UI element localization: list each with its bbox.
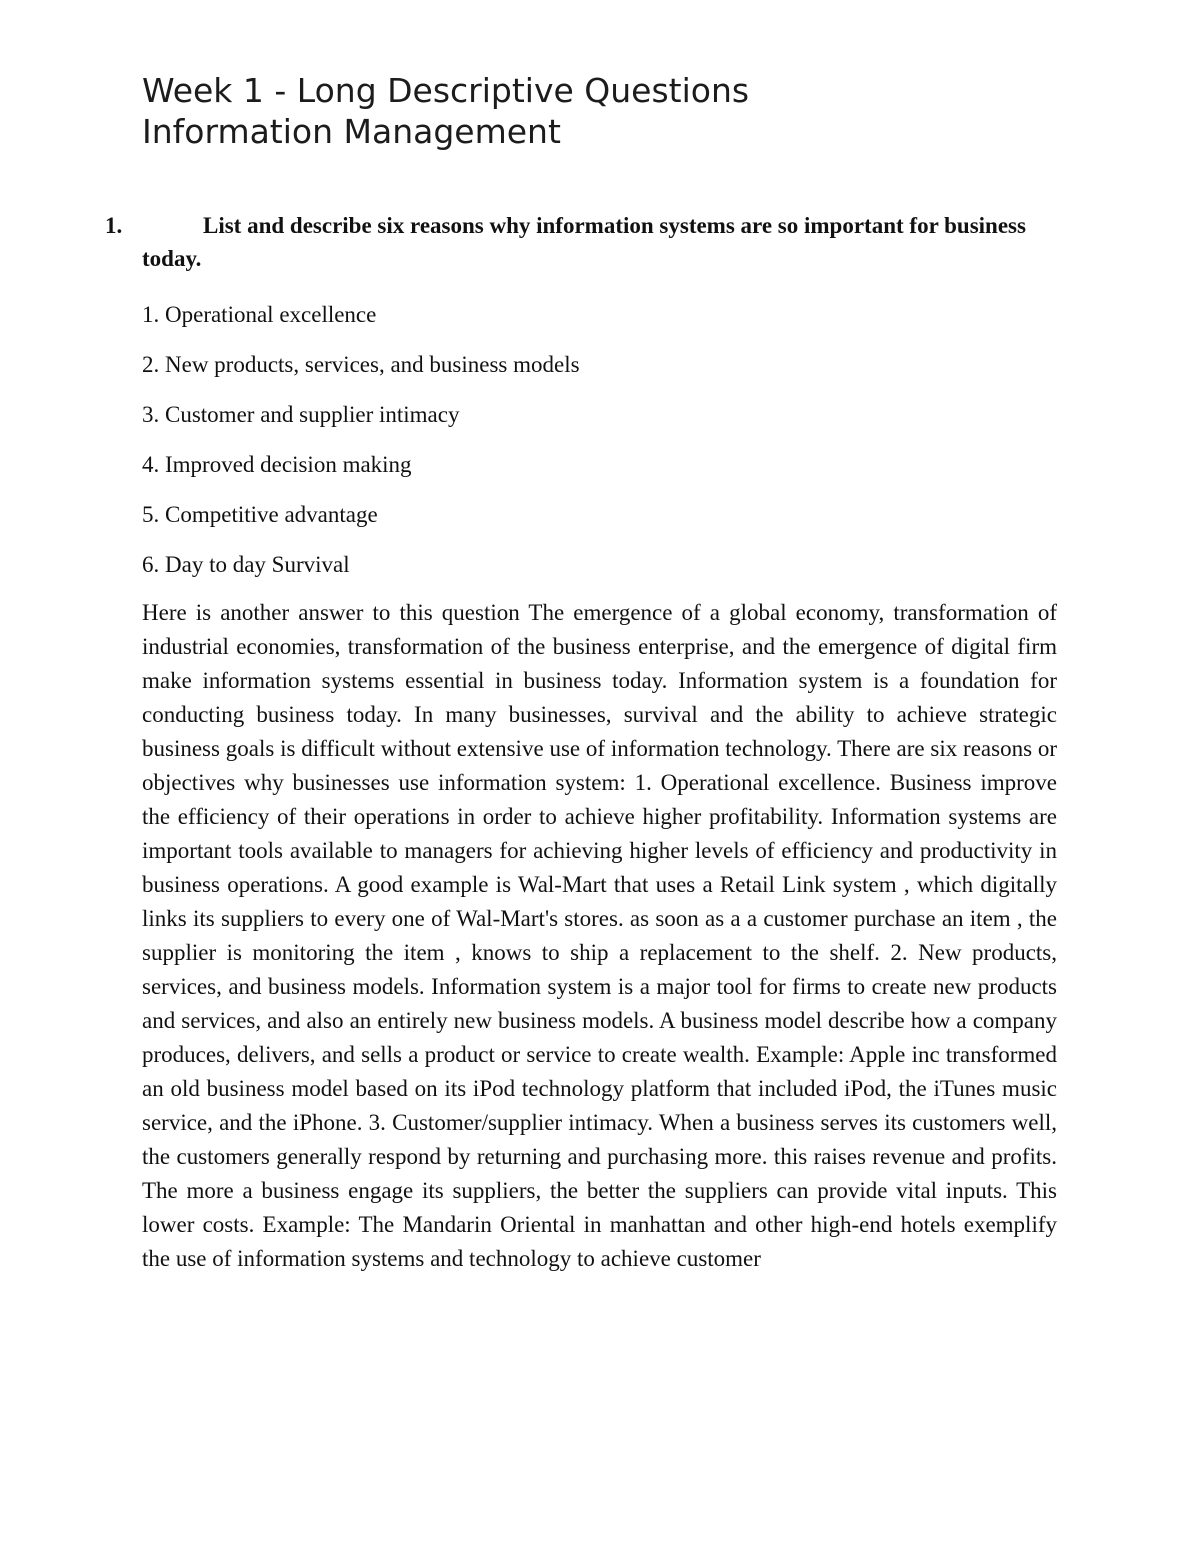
reasons-list bbox=[142, 298, 1042, 598]
list-item: 2. New products, services, and business models bbox=[142, 352, 580, 377]
document-title bbox=[142, 70, 1062, 152]
answer-paragraph: Here is another answer to this question The emergence of a global economy, transformation of industrial economies, transformation of the business enterprise, and the emergence of digital firm make information systems essential in business today. Information system is a foundation for conducting business today. In many businesses, survival and the ability to achieve strategic business goals is difficult without extensive use of information technology. There are six reasons or objectives why businesses use information system: 1. Operational excellence. Business improve the efficiency of their operations in order to achieve higher profitability. Information systems are important tools available to managers for achieving higher levels of efficiency and productivity in business operations. A good example is Wal-Mart that uses a Retail Link system , which digitally links its suppliers to every one of Wal-Mart's stores. as soon as a a customer purchase an item , the supplier is monitoring the item , knows to ship a replacement to the shelf. 2. New products, services, and business models. Information system is a major tool for firms to create new products and services, and also an entirely new business models. A business model describe how a company produces, delivers, and sells a product or service to create wealth. Example: Apple inc transformed an old business model based on its iPod technology platform that included iPod, the iTunes music service, and the iPhone. 3. Customer/supplier intimacy. When a business serves its customers well, the customers generally respond by returning and purchasing more. this raises revenue and profits. The more a business engage its suppliers, the better the suppliers can provide vital inputs. This lower costs. Example: The Mandarin Oriental in manhattan and other high-end hotels exemplify the use of information systems and technology to achieve customer bbox=[142, 600, 1057, 1271]
title-line-week: Week 1 - Long Descriptive Questions bbox=[142, 71, 750, 110]
question-1 bbox=[105, 209, 1065, 275]
list-item: 4. Improved decision making bbox=[142, 452, 412, 477]
list-item: 3. Customer and supplier intimacy bbox=[142, 402, 460, 427]
list-item: 6. Day to day Survival bbox=[142, 552, 350, 577]
list-item: 5. Competitive advantage bbox=[142, 502, 378, 527]
question-number: 1. bbox=[105, 213, 123, 238]
title-line-subject: Information Management bbox=[142, 112, 561, 151]
question-text: List and describe six reasons why information systems are so important for business today. bbox=[142, 213, 1026, 271]
list-item: 1. Operational excellence bbox=[142, 302, 377, 327]
